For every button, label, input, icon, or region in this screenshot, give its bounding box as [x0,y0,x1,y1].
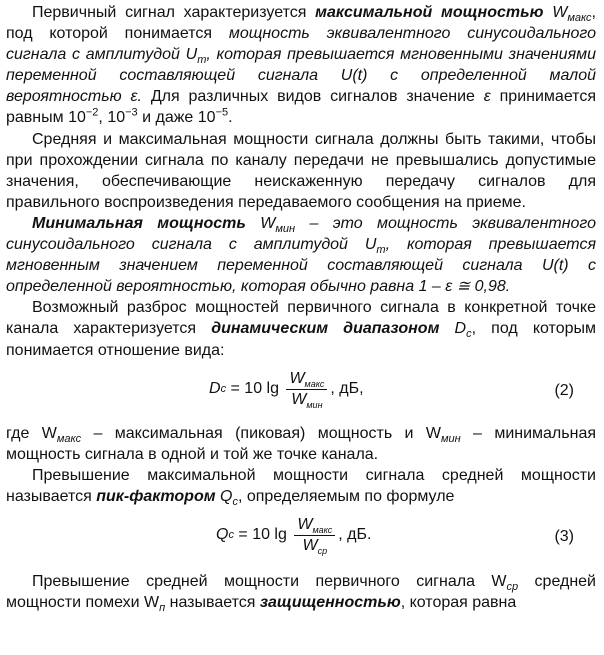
definition-text: – это мощность эквивалентного синусоидального сигнала с амплитудой U [6,214,597,254]
definition-text: , которая превышается мгновенными значениями переменной составляющей сигнала U(t) с определенной малой вероятностью ε. [6,46,596,106]
text: . [228,109,233,127]
document-page [6,2,596,613]
term-dynamic-range: динамическим диапазоном [211,320,440,338]
subscript: макс [304,378,325,389]
formula-symbol: Q [216,526,229,544]
numerator [286,371,327,390]
subscript: c [232,496,238,509]
text: Для различных видов сигналов значение [142,88,484,106]
subscript: мин [306,399,323,410]
formula-symbol: W [297,515,313,533]
text: средней мощности помехи W [6,572,596,612]
formula-symbol: D [209,380,221,398]
text: Первичный сигнал характеризуется [32,4,316,21]
denominator [299,536,330,557]
subscript: макс [56,432,82,445]
subscript: мин [275,223,296,236]
subscript: m [197,54,207,67]
formula-operator: = 10 lg [226,380,284,398]
equation-number: (2) [554,381,574,399]
text: , определяемым по формуле [237,487,455,505]
definition-text: мощность эквивалентного синусоидального сигнала с амплитудой U [6,25,596,64]
subscript: макс [567,12,592,25]
denominator [288,390,325,408]
text: где W [6,424,57,442]
formula-2-body: D c = 10 lg $\frac{W_{макс}}{W_{мин}}$ , дБ, [209,369,364,410]
symbol: D [439,320,467,338]
text: , под которым понимается отношение вида: [6,320,596,359]
numerator [294,517,335,536]
subscript: ср [317,546,328,557]
equation-number: (3) [554,527,574,545]
paragraph-protection [6,571,596,613]
term-max-power: максимальной мощностью [315,4,544,21]
subscript: мин [440,432,461,445]
paragraph-where [6,423,596,465]
term-min-power: Минимальная мощность [32,214,246,232]
paragraph-min-power [6,213,596,297]
formula-unit: , дБ. [338,526,372,544]
paragraph-max-power [6,2,596,129]
text: – минимальная мощность сигнала в одной и той же точке канала. [6,424,597,463]
text: принимается равным 10 [6,88,596,127]
superscript: −2 [85,107,99,120]
definition-text: , которая превышается мгновенным значением переменной составляющей сигнала U(t) с определенной вероятностью, которая обычно равна 1 – ε ≅ 0,98. [6,236,597,296]
text: и даже 10 [137,109,216,127]
formula-operator: = 10 lg [233,526,292,544]
fraction [294,515,335,557]
formula-3-body: Q c = 10 lg $\frac{W_{макс}}{W_{ср}}$ , дБ. [216,515,372,557]
formula-unit: , дБ, [330,380,364,398]
text: , 10 [98,109,126,127]
superscript: −3 [125,107,138,120]
text: Превышение средней мощности первичного сигнала W [32,572,507,590]
text: – максимальная (пиковая) мощность и W [81,424,441,442]
text: , под которой понимается [6,4,596,43]
text: , которая равна [400,594,517,612]
formula-2 [6,363,596,419]
formula-symbol: W [302,536,318,554]
fraction [286,371,327,408]
formula-symbol: W [291,390,307,408]
term-peak-factor: пик-фактором [96,487,216,505]
term-protection: защищенностью [259,594,401,612]
subscript: макс [312,525,333,536]
superscript: −5 [215,107,229,120]
formula-symbol: W [289,369,305,387]
paragraph-peak-factor [6,465,596,507]
paragraph-dynamic-range [6,297,596,360]
formula-3 [6,509,596,565]
subscript: п [159,602,166,615]
paragraph-power-limits: Средняя и максимальная мощности сигнала должны быть такими, чтобы при прохождении сигнала по каналу передачи не превышались допустимые значения, обеспечивающие неискаженную передачу сигналов для правильного воспроизведения передаваемого сообщения на приеме. [6,130,596,211]
symbol: ε [483,88,491,106]
subscript: ср [506,581,519,594]
text: Превышение максимальной мощности сигнала средней мощности называется [6,466,596,505]
text: Возможный разброс мощностей первичного сигнала в конкретной точке канала характеризуется [6,299,596,338]
subscript: m [376,244,386,257]
symbol: W [245,214,276,232]
symbol: Q [215,487,233,505]
text: называется [165,594,260,612]
subscript: c [466,328,472,341]
symbol: W [543,4,568,21]
